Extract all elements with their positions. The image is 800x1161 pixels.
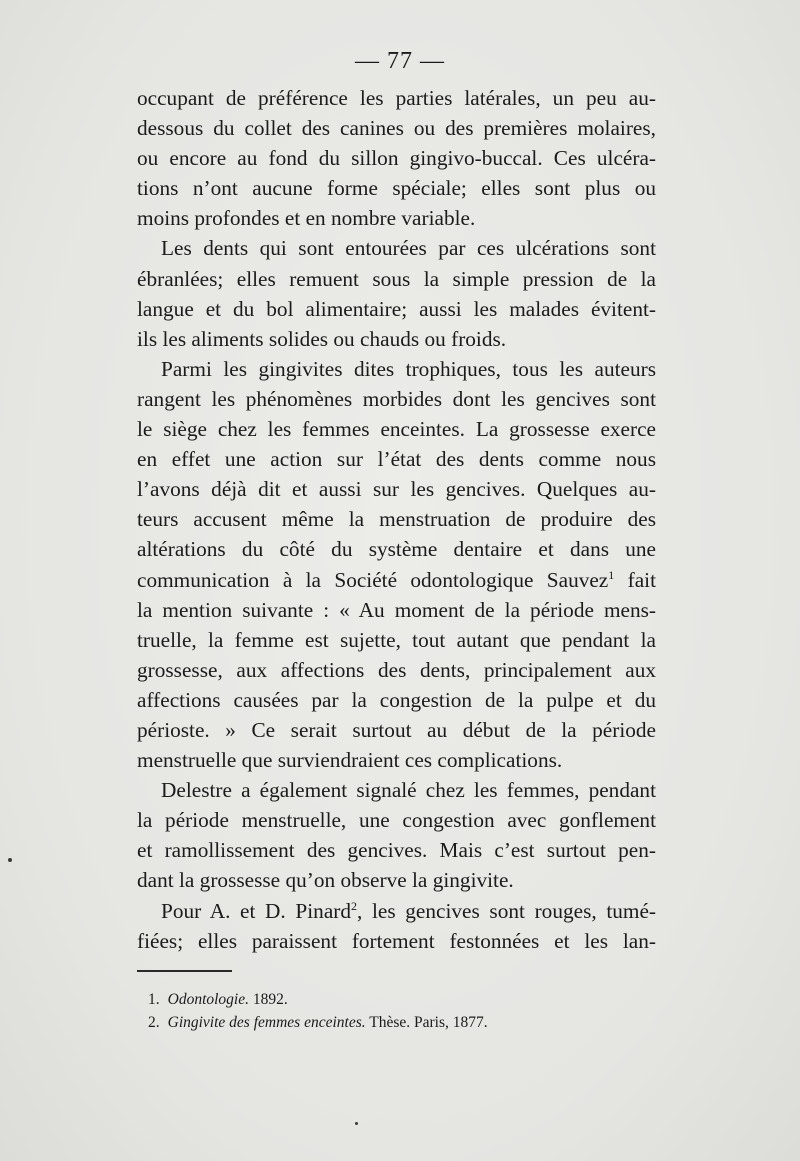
text-line: moins profondes et en nombre variable. [137, 206, 476, 231]
footnote-ref-2: 2 [351, 898, 358, 913]
text-line: occupant de préférence les parties latérales, un peu au- [137, 86, 656, 110]
paragraph-5 [137, 896, 656, 956]
footnote-text: 1892. [249, 991, 288, 1008]
text-line-with-note [137, 896, 656, 926]
text-line: et ramollissement des gencives. Mais c’est surtout pen- [137, 838, 656, 863]
footnote-title: Odontologie. [167, 991, 249, 1008]
text-line: tions n’ont aucune forme spéciale; elles sont plus ou [137, 176, 656, 201]
text-line: altérations du côté du système dentaire et dans une [137, 537, 656, 562]
paragraph-3 [137, 354, 656, 775]
text-line: Delestre a également signalé chez les femmes, pendant [161, 778, 656, 803]
text-line: langue et du bol alimentaire; aussi les malades évitent- [137, 296, 656, 321]
text-line: l’avons déjà dit et aussi sur les gencives. Quelques au- [137, 477, 656, 502]
text-line: grossesse, aux affections des dents, principalement aux [137, 657, 656, 682]
footnote-text: Thèse. Paris, 1877. [365, 1014, 488, 1031]
ink-speck [8, 858, 12, 862]
text-line: en effet une action sur l’état des dents comme nous [137, 447, 656, 472]
paragraph-2 [137, 233, 656, 353]
text-line: la période menstruelle, une congestion avec gonflement [137, 808, 656, 833]
text-line: Parmi les gingivites dites trophiques, tous les auteurs [161, 356, 656, 381]
text-line: teurs accusent même la menstruation de produire des [137, 507, 656, 532]
text-line: périoste. » Ce serait surtout au début de la période [137, 717, 656, 742]
body-text [137, 83, 656, 956]
text-line: fiées; elles paraissent fortement festonnées et les lan- [137, 928, 656, 953]
ink-speck [355, 1122, 358, 1125]
text-line: truelle, la femme est sujette, tout autant que pendant la [137, 627, 656, 652]
footnote-rule [137, 970, 232, 972]
text-line-with-note [137, 565, 656, 595]
text-line: ils les aliments solides ou chauds ou froids. [137, 326, 507, 351]
text-line: menstruelle que surviendraient ces complications. [137, 748, 563, 773]
text-segment: communication à la Société odontologique Sauvez [137, 567, 609, 592]
footnote-2 [148, 1011, 668, 1034]
text-segment: , les gencives sont rouges, tumé- [357, 898, 656, 923]
footnote-number: 2. [148, 1014, 160, 1031]
text-segment: Pour A. et D. Pinard [161, 898, 352, 923]
text-line: dant la grossesse qu’on observe la gingivite. [137, 868, 514, 893]
text-line: ou encore au fond du sillon gingivo-buccal. Ces ulcéra- [137, 146, 656, 171]
page-number: — 77 — [355, 48, 445, 74]
footnotes [148, 988, 668, 1034]
paragraph-4 [137, 775, 656, 895]
paragraph-1 [137, 83, 656, 233]
text-line: ébranlées; elles remuent sous la simple pression de la [137, 266, 656, 291]
text-line: Les dents qui sont entourées par ces ulcérations sont [161, 236, 656, 261]
text-line: affections causées par la congestion de la pulpe et du [137, 687, 656, 712]
text-line: la mention suivante : « Au moment de la période mens- [137, 597, 656, 622]
footnote-1 [148, 988, 668, 1011]
text-segment: fait [614, 567, 656, 592]
text-line: dessous du collet des canines ou des premières molaires, [137, 116, 656, 141]
footnote-title: Gingivite des femmes enceintes. [167, 1014, 366, 1031]
footnote-number: 1. [148, 991, 160, 1008]
text-line: le siège chez les femmes enceintes. La grossesse exerce [137, 417, 656, 442]
footnote-ref-1: 1 [608, 567, 615, 582]
text-line: rangent les phénomènes morbides dont les gencives sont [137, 386, 656, 411]
